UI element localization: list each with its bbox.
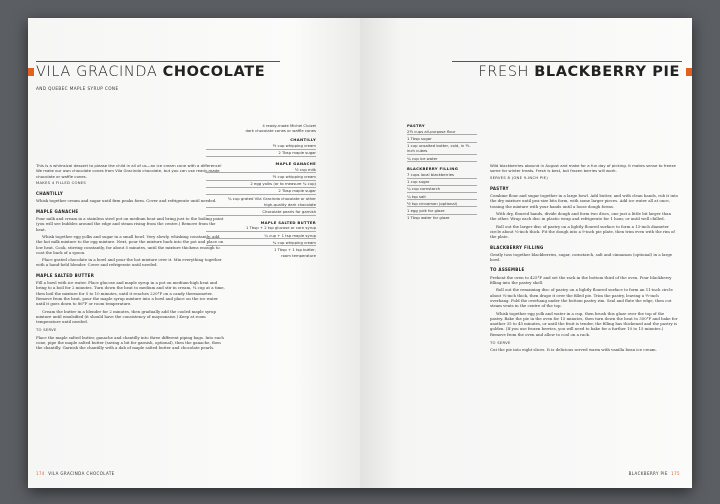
ingredient-item: ½ cup whipping cream bbox=[206, 143, 316, 150]
recipe-title: FRESH BLACKBERRY PIE bbox=[478, 64, 680, 80]
section-heading: MAPLE GANACHE bbox=[36, 208, 79, 214]
section-heading: MAPLE SALTED BUTTER bbox=[36, 272, 95, 278]
ingredient-item: 1 cup unsalted butter, cold, in ½-inch cubes bbox=[407, 143, 477, 155]
method-paragraph: Preheat the oven to 425°F and set the rack in the bottom third of the oven. Pour blackberry filling into the pastry shell. bbox=[490, 274, 672, 286]
yield-label: MAKES 4 FILLED CONES bbox=[36, 180, 87, 185]
method-paragraph: With dry, floured hands, divide dough and form two discs, one just a little bit larger than the other. Wrap each disc in plastic wrap and refrigerate for 1 hour, or until well chilled. bbox=[490, 211, 671, 222]
method-paragraph: Whisk together egg yolk and water in a cup, then brush this glaze over the top of the pastry. Bake the pie in the oven for 15 minutes, then turn down the heat to 350°F and bake for another 35 to 45 minutes, or until the fruit is tender, the filling has thickened and the pastry is golden. (If you use frozen berries, you will need to bake for a further 10 to 15 minutes.) Remove from the oven and allow to cool on a rack. bbox=[490, 310, 678, 337]
ingredient-item: 2 egg yolks (or to measure ¼ cup) bbox=[206, 181, 316, 188]
section-heading: PASTRY bbox=[490, 185, 509, 191]
method-paragraph: Whisk together egg yolks and sugar in a small bowl. Very slowly, whisking constantly, add the hot milk mixture to the egg mixture. Next, pour the mixture back into the pot and place on low heat. Cook, stirring constantly, for about 5 minutes, until the mixture thickens enough to coat the back of a spoon. bbox=[36, 233, 224, 255]
method-paragraph: Whisk together cream and sugar until firm peaks form. Cover and refrigerate until needed. bbox=[36, 198, 217, 204]
ingredient-item: 1 Tbsp + 1 tsp butter, bbox=[274, 246, 316, 252]
ingredient-item: ¾ cup grated Vila Gracinda chocolate or other bbox=[227, 195, 316, 201]
ingredient-item: ½ cup milk bbox=[206, 166, 316, 173]
serve-heading: TO SERVE bbox=[36, 328, 57, 333]
left-page bbox=[28, 18, 360, 488]
ingredients-list bbox=[407, 123, 477, 221]
method-paragraph: Roll out the remaining disc of pastry on a lightly floured surface to form an 11-inch circle about ⅛-inch thick, then drape it over the filled pie. Trim the pastry, leaving a ½-inch overhang. Fold the overhang under the bottom pastry rim. Seal and flute the edge, then cut steam vents in the centre of the top. bbox=[490, 287, 673, 309]
method-paragraph: Place grated chocolate in a bowl and pour the hot mixture over it. Mix everything together with a hand-held blender. Cover and refrigerate until needed. bbox=[36, 257, 222, 268]
serve-heading: TO SERVE bbox=[490, 341, 511, 346]
page-number: 174 bbox=[36, 471, 45, 476]
ingredient-group-heading: MAPLE GANACHE bbox=[275, 161, 316, 167]
method-paragraph: Combine flour and sugar together in a large bowl. Add butter, and with clean hands, rub it into the dry mixture until pea-size bits form, with some larger pieces. Add ice water all at once, tossing the mixture with your hands until a loose dough forms. bbox=[490, 193, 678, 209]
ingredient-item: ¼ tsp salt bbox=[407, 193, 477, 200]
ingredient-item: ¼ cup + 1 tsp maple syrup bbox=[206, 232, 316, 239]
serve-paragraph: Cut the pie into eight slices. It is delicious served warm with vanilla bean ice cream. bbox=[490, 347, 657, 353]
ingredient-item: room temperature bbox=[281, 253, 316, 259]
book-spread bbox=[28, 18, 692, 488]
recipe-subtitle: AND QUEBEC MAPLE SYRUP CONE bbox=[36, 86, 119, 91]
recipe-title: VILA GRACINDA CHOCOLATE bbox=[36, 64, 266, 80]
page-number: 175 bbox=[671, 471, 680, 476]
ingredient-group-heading: MAPLE SALTED BUTTER bbox=[260, 219, 316, 225]
ingredient-item: 2 Tbsp maple sugar bbox=[206, 188, 316, 195]
ingredient-item: ¾ cup ice water bbox=[407, 155, 477, 162]
ingredient-item: 7 cups local blackberries bbox=[407, 171, 477, 178]
ingredient-item: 1 Tbsp water for glaze bbox=[407, 215, 450, 221]
page-folio bbox=[36, 471, 115, 476]
ingredient-item: ½ tsp cinnamon (optional) bbox=[407, 200, 477, 207]
ingredient-group-heading: PASTRY bbox=[407, 123, 425, 128]
method-paragraph: Pour milk and cream in a stainless steel pot on medium heat and bring just to the boiling point (you will see bubbles around the edge and steam rising from the centre.) Remove from the heat. bbox=[36, 216, 224, 232]
ingredient-item: ¾ cup whipping cream bbox=[206, 239, 316, 246]
section-heading: TO ASSEMBLE bbox=[490, 267, 525, 273]
title-rule bbox=[36, 61, 280, 62]
recipe-intro: This is a whimsical dessert to please the child in all of us—an ice cream cone with a difference! We make our own chocolate cones from Vila Gracinda chocolate, but you can use ready-made chocolate or waffle cones. bbox=[36, 163, 222, 179]
method-paragraph: Fill a bowl with ice water. Place glucose and maple syrup in a pot on medium-high heat and bring to a boil for 2 minutes. Turn down the heat to medium and stir in cream, ¼ cup at a time, then boil the mixture for 5 to 10 minutes, until it reaches 220°F on a candy thermometer. Remove from the heat, pour the maple syrup mixture into a bowl and place on the ice water until it goes down to 86°F or room temperature. bbox=[36, 280, 225, 307]
orange-tab-marker bbox=[686, 68, 692, 76]
yield-label: SERVES 8 (ONE 9-INCH PIE) bbox=[490, 175, 549, 180]
ingredient-item: 1 Tbsp sugar bbox=[407, 135, 477, 142]
ingredient-item: high-quality dark chocolate bbox=[206, 201, 316, 208]
page-folio bbox=[629, 471, 680, 476]
section-heading: CHANTILLY bbox=[36, 191, 64, 197]
ingredient-item: 1 cup sugar bbox=[407, 179, 477, 186]
method-column bbox=[490, 163, 678, 355]
recipe-intro: Wild blackberries abound in August and make for a fun day of picking. It makes sense to freeze some for winter treats. Fresh is best, but frozen berries will work. bbox=[490, 163, 676, 174]
ingredient-item: 1 egg yolk for glaze bbox=[407, 207, 477, 214]
ingredient-group-heading: CHANTILLY bbox=[290, 137, 316, 143]
method-column bbox=[36, 163, 226, 353]
running-footer: VILA GRACINDA CHOCOLATE bbox=[48, 471, 115, 476]
section-heading: BLACKBERRY FILLING bbox=[490, 244, 544, 250]
ingredient-item: Chocolate pearls for garnish bbox=[206, 208, 316, 215]
method-paragraph: Cream the butter in a blender for 2 minutes, then gradually add the cooled maple syrup mixture until emulsified (it should have the consistency of mayonnaise.) Keep at room temperature until needed. bbox=[36, 308, 217, 325]
method-paragraph: Roll out the larger disc of pastry on a lightly floured surface to form a 13-inch diameter circle about ⅛-inch thick. Fit the dough into a 9-inch pie plate, then trim even with the rim of the plate. bbox=[490, 223, 675, 240]
orange-tab-marker bbox=[28, 68, 34, 76]
ingredient-item: 2½ cups all-purpose flour bbox=[407, 128, 477, 135]
ingredient-line: 4 ready-made Michel Cluizel bbox=[262, 123, 316, 128]
serve-paragraph: Place the maple salted butter, ganache and chantilly into three different piping bags. Into each cone, pipe the maple salted butter (saving a bit for garnish, optional), then the ganache, then the chantilly. Garnish the chantilly with a dab of maple salted butter and chocolate pearls. bbox=[36, 334, 224, 351]
ingredient-item: 1 Tbsp + 2 tsp glucose or corn syrup bbox=[206, 225, 316, 232]
title-rule bbox=[452, 61, 682, 62]
ingredient-line: dark chocolate cones or waffle cones bbox=[245, 128, 316, 134]
ingredient-item: ½ cup whipping cream bbox=[206, 173, 316, 180]
method-paragraph: Gently toss together blackberries, sugar, cornstarch, salt and cinnamon (optional) in a large bowl. bbox=[490, 251, 673, 263]
right-page bbox=[360, 18, 692, 488]
ingredient-group-heading: BLACKBERRY FILLING bbox=[407, 166, 459, 172]
running-footer: BLACKBERRY PIE bbox=[628, 471, 668, 476]
ingredient-item: ¼ cup cornstarch bbox=[407, 186, 477, 193]
ingredient-item: 2 Tbsp maple sugar bbox=[206, 150, 316, 157]
